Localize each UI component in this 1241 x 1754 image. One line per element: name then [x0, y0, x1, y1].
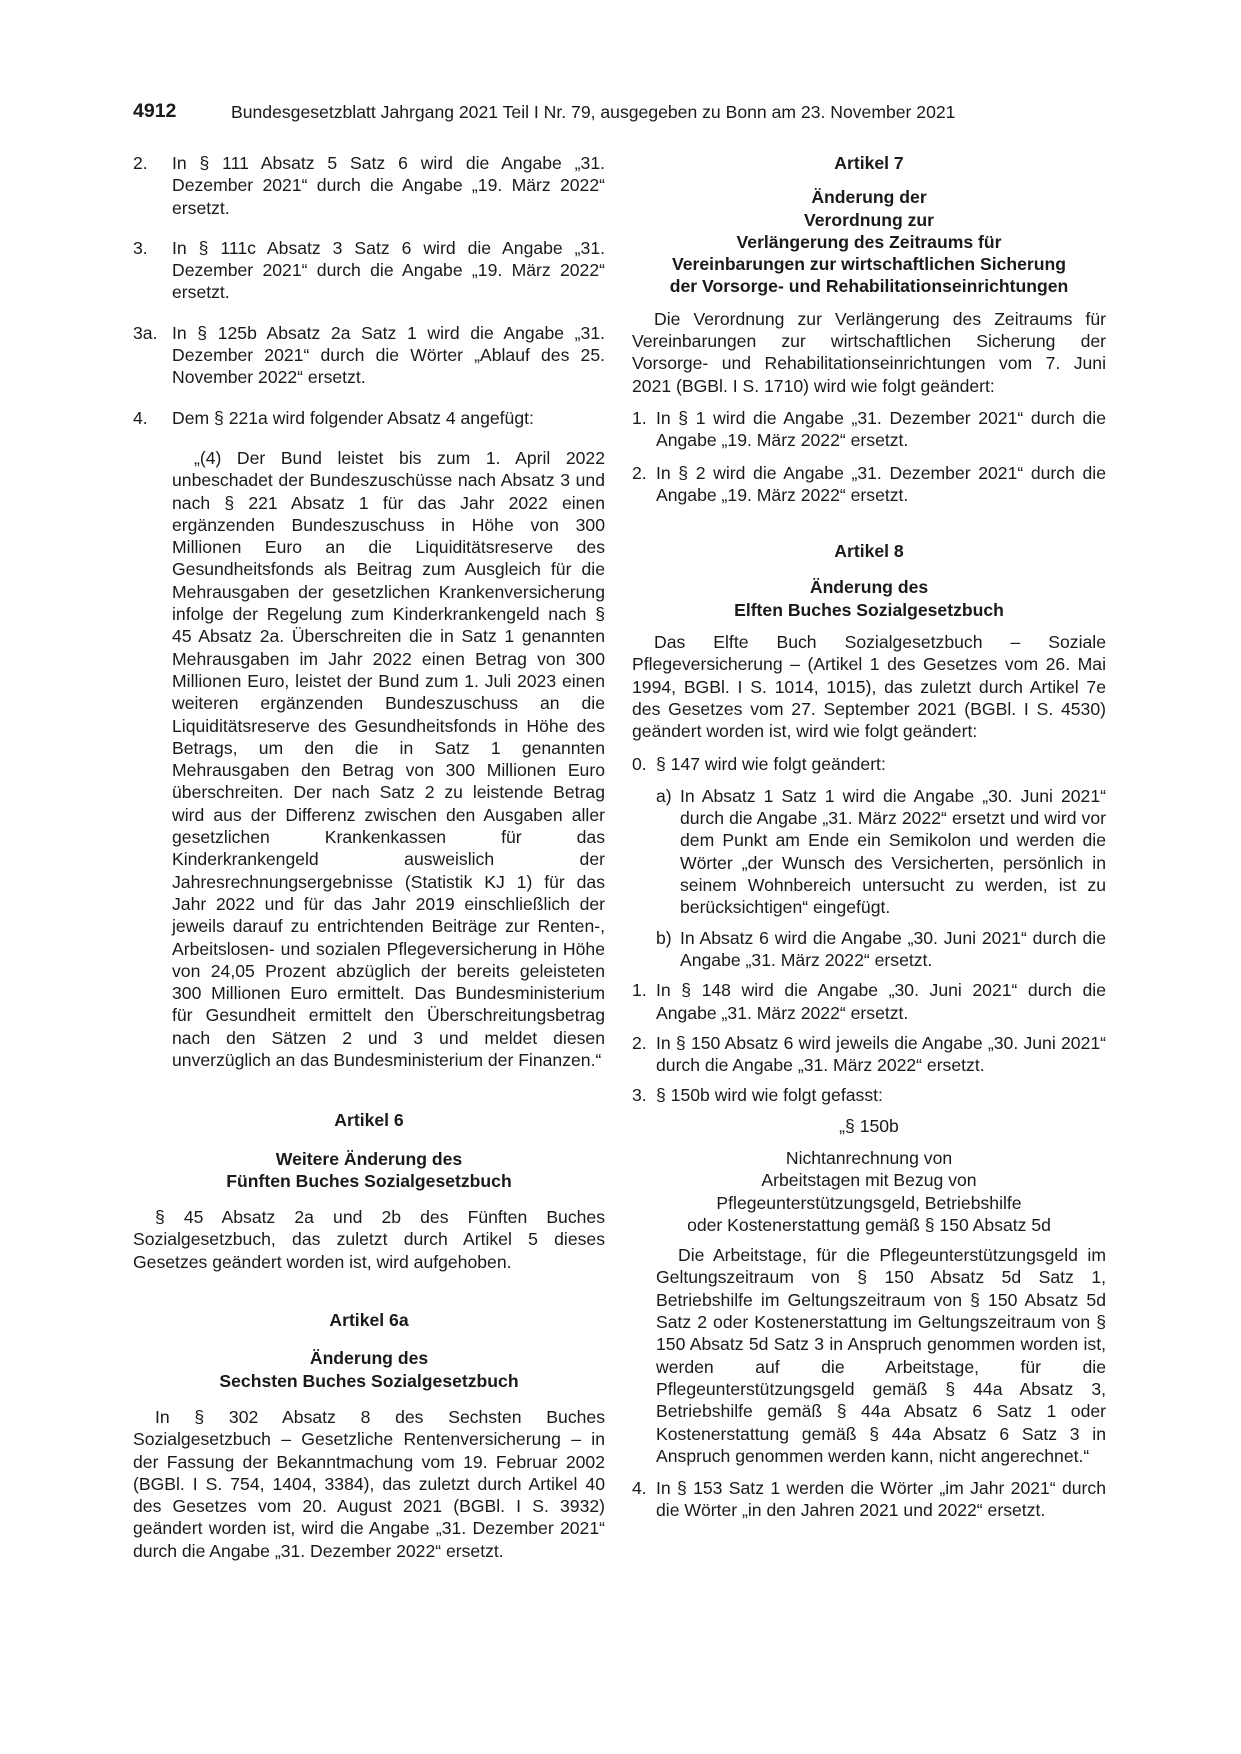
article-title-line: Änderung des: [809, 577, 929, 598]
article-title-line: Weitere Änderung des: [275, 1148, 463, 1169]
article-title: [133, 1148, 605, 1193]
article-text: In § 302 Absatz 8 des Sechsten Buches Sozialgesetzbuch – Gesetzliche Rentenversicherung – in der Fassung der Bekanntmachung vom 19. Februar 2002 (BGBl. I S. 754, 1404, 3384), das zuletzt durch Artikel 40 des Gesetzes vom 20. August 2021 (BGBl. I S. 3932) geändert worden ist, wird die Angabe „31. Dezember 2021“ durch die Angabe „31. Dezember 2022“ ersetzt.: [133, 1406, 605, 1561]
article-title-line: Verordnung zur: [803, 209, 934, 230]
sub-item: [656, 785, 1106, 919]
article-intro: Das Elfte Buch Sozialgesetzbuch – Soziale Pflegeversicherung – (Artikel 1 des Gesetzes vom 26. Mai 1994, BGBl. I S. 1014, 1015), das zuletzt durch Artikel 7e des Gesetzes vom 27. September 2021 (BGBl. I S. 4530) geändert worden ist, wird wie folgt geändert:: [632, 632, 1106, 742]
article-title-line: der Vorsorge- und Rehabilitationseinrichtungen: [669, 276, 1069, 297]
paragraph-number: „§ 150b: [839, 1115, 899, 1136]
article-title-line: Vereinbarungen zur wirtschaftlichen Sicherung: [672, 254, 1066, 275]
item-text: In § 150 Absatz 6 wird jeweils die Angabe „30. Juni 2021“ durch die Angabe „31. März 2022“ ersetzt.: [656, 1032, 1106, 1076]
item-number: 1.: [632, 407, 647, 428]
list-item: [632, 1032, 1106, 1077]
sub-item-letter: b): [656, 927, 672, 948]
page-number: 4912: [133, 100, 177, 122]
item-number: 1.: [632, 980, 647, 1001]
article-number: Artikel 6a: [329, 1310, 409, 1331]
list-item: [632, 407, 1106, 452]
item-text: In § 111 Absatz 5 Satz 6 wird die Angabe „31. Dezember 2021“ durch die Angabe „19. März 2022“ ersetzt.: [172, 153, 605, 218]
list-item: [133, 322, 605, 389]
paragraph-title-line: Pflegeunterstützungsgeld, Betriebshilfe: [716, 1192, 1022, 1213]
article-text: § 45 Absatz 2a und 2b des Fünften Buches Sozialgesetzbuch, das zuletzt durch Artikel 5 dieses Gesetzes geändert worden ist, wird aufgehoben.: [133, 1207, 605, 1272]
paragraph-title-line: oder Kostenerstattung gemäß § 150 Absatz 5d: [687, 1214, 1051, 1235]
list-item: [632, 753, 1106, 775]
list-item: [632, 1477, 1106, 1522]
header-text: Bundesgesetzblatt Jahrgang 2021 Teil I Nr. 79, ausgegeben zu Bonn am 23. November 2021: [231, 102, 956, 122]
article-number: Artikel 6: [334, 1110, 404, 1131]
article-title-line: Änderung des: [309, 1348, 429, 1369]
article-title: [632, 576, 1106, 621]
article-title-line: Sechsten Buches Sozialgesetzbuch: [219, 1370, 519, 1391]
paragraph-text: Die Arbeitstage, für die Pflegeunterstützungsgeld im Geltungszeitraum von § 150 Absatz 5d Satz 1, Betriebshilfe im Geltungszeitraum von § 150 Absatz 5d Satz 2 oder Kostenerstattung im Geltungszeitraum von § 150 Absatz 5d Satz 3 in Anspruch genommen worden ist, werden auf die Arbeitstage, für die Pflegeunterstützungsgeld gemäß § 44a Absatz 3, Betriebshilfe gemäß § 44a Absatz 6 Satz 1 oder Kostenerstattung gemäß § 44a Absatz 6 Satz 3 in Anspruch genommen werden kann, nicht angerechnet.“: [656, 1245, 1106, 1466]
sub-item-text: In Absatz 1 Satz 1 wird die Angabe „30. Juni 2021“ durch die Angabe „31. März 2022“ ersetzt und wird vor dem Punkt am Ende ein Semikolon und werden die Wörter „der Wunsch des Versicherten, persönlich in seinem Wohnbereich untersucht zu werden, ist zu berücksichtigen“ eingefügt.: [680, 785, 1106, 918]
list-item: [632, 462, 1106, 507]
item-number: 3a.: [133, 322, 158, 343]
item-text: In § 1 wird die Angabe „31. Dezember 2021“ durch die Angabe „19. März 2022“ ersetzt.: [656, 407, 1106, 451]
article-title-line: Verlängerung des Zeitraums für: [736, 231, 1002, 252]
article-title-line: Elften Buches Sozialgesetzbuch: [734, 599, 1004, 620]
sub-item: [656, 927, 1106, 972]
item-number: 2.: [632, 462, 647, 483]
article-title: [632, 186, 1106, 297]
left-column: [133, 152, 605, 1562]
item-text: In § 153 Satz 1 werden die Wörter „im Jahr 2021“ durch die Wörter „in den Jahren 2021 und 2022“ ersetzt.: [656, 1478, 1106, 1521]
item-number: 2.: [632, 1032, 647, 1053]
item-number: 4.: [632, 1478, 647, 1499]
sub-item-letter: a): [656, 785, 672, 806]
article-title: [133, 1347, 605, 1392]
article-number: Artikel 8: [834, 541, 904, 562]
article-number: Artikel 7: [834, 153, 904, 173]
item-text: § 147 wird wie folgt geändert:: [656, 753, 886, 774]
list-item: [133, 407, 605, 429]
article-intro: Die Verordnung zur Verlängerung des Zeitraums für Vereinbarungen zur wirtschaftlichen Sicherung der Vorsorge- und Rehabilitationseinrichtungen vom 7. Juni 2021 (BGBl. I S. 1710) wird wie folgt geändert:: [632, 308, 1106, 396]
item-text: In § 2 wird die Angabe „31. Dezember 2021“ durch die Angabe „19. März 2022“ ersetzt.: [656, 462, 1106, 505]
item-text: Dem § 221a wird folgender Absatz 4 angefügt:: [172, 407, 534, 428]
article-title-line: Änderung der: [811, 187, 927, 208]
item-text: In § 148 wird die Angabe „30. Juni 2021“ durch die Angabe „31. März 2022“ ersetzt.: [656, 980, 1106, 1023]
item-number: 3.: [632, 1085, 647, 1106]
list-item: [632, 979, 1106, 1024]
item-number: 4.: [133, 407, 148, 428]
article-title-line: Fünften Buches Sozialgesetzbuch: [226, 1170, 512, 1191]
item-number: 2.: [133, 153, 148, 173]
paragraph-title: [632, 1147, 1106, 1236]
right-column: [632, 152, 1106, 1522]
quoted-paragraph: „(4) Der Bund leistet bis zum 1. April 2022 unbeschadet der Bundeszuschüsse nach Absatz 3 und nach § 221 Absatz 1 für das Jahr 2022 einen ergänzenden Bundeszuschuss in Höhe von 300 Millionen Euro an die Liquiditätsreserve des Gesundheitsfonds als Beitrag zum Ausgleich für die Mehrausgaben der gesetzlichen Krankenversicherung infolge der Regelung zum Kinderkrankengeld nach § 45 Absatz 2a. Überschreiten die in Satz 1 genannten Mehrausgaben im Jahr 2022 einen Betrag von 300 Millionen Euro, leistet der Bund zum 1. Juli 2023 einen weiteren ergänzenden Bundeszuschuss an die Liquiditätsreserve des Gesundheitsfonds in Höhe des Betrags, um den die in Satz 1 genannten Mehrausgaben den Betrag von 300 Millionen Euro überschreiten. Der nach Satz 2 zu leistende Betrag wird aus der Differenz zwischen den Ausgaben aller gesetzlichen Krankenkassen für das Kinderkrankengeld ausweislich der Jahresrechnungsergebnisse (Statistik KJ 1) für das Jahr 2022 und für das Jahr 2019 einschließlich der jeweils darauf zu entrichtenden Beiträge zur Renten-, Arbeitslosen- und sozialen Pflegeversicherung in Höhe von 24,05 Prozent abzüglich der bereits geleisteten 300 Millionen Euro ermittelt. Das Bundesministerium für Gesundheit ermittelt den Überschreitungsbetrag nach den Sätzen 2 und 3 und meldet diesen unverzüglich an das Bundesministerium der Finanzen.“: [172, 447, 605, 1070]
item-number: 0.: [632, 753, 647, 774]
paragraph-title-line: Nichtanrechnung von: [785, 1147, 953, 1168]
list-item: [133, 152, 605, 219]
list-item: [632, 1084, 1106, 1106]
list-item: [133, 237, 605, 304]
item-text: In § 111c Absatz 3 Satz 6 wird die Angabe „31. Dezember 2021“ durch die Angabe „19. März 2022“ ersetzt.: [172, 237, 605, 303]
item-text: In § 125b Absatz 2a Satz 1 wird die Angabe „31. Dezember 2021“ durch die Wörter „Ablauf des 25. November 2022“ ersetzt.: [172, 322, 605, 388]
item-text: § 150b wird wie folgt gefasst:: [656, 1085, 883, 1106]
item-number: 3.: [133, 237, 148, 258]
paragraph-title-line: Arbeitstagen mit Bezug von: [761, 1170, 977, 1191]
sub-item-text: In Absatz 6 wird die Angabe „30. Juni 2021“ durch die Angabe „31. März 2022“ ersetzt.: [680, 927, 1106, 970]
